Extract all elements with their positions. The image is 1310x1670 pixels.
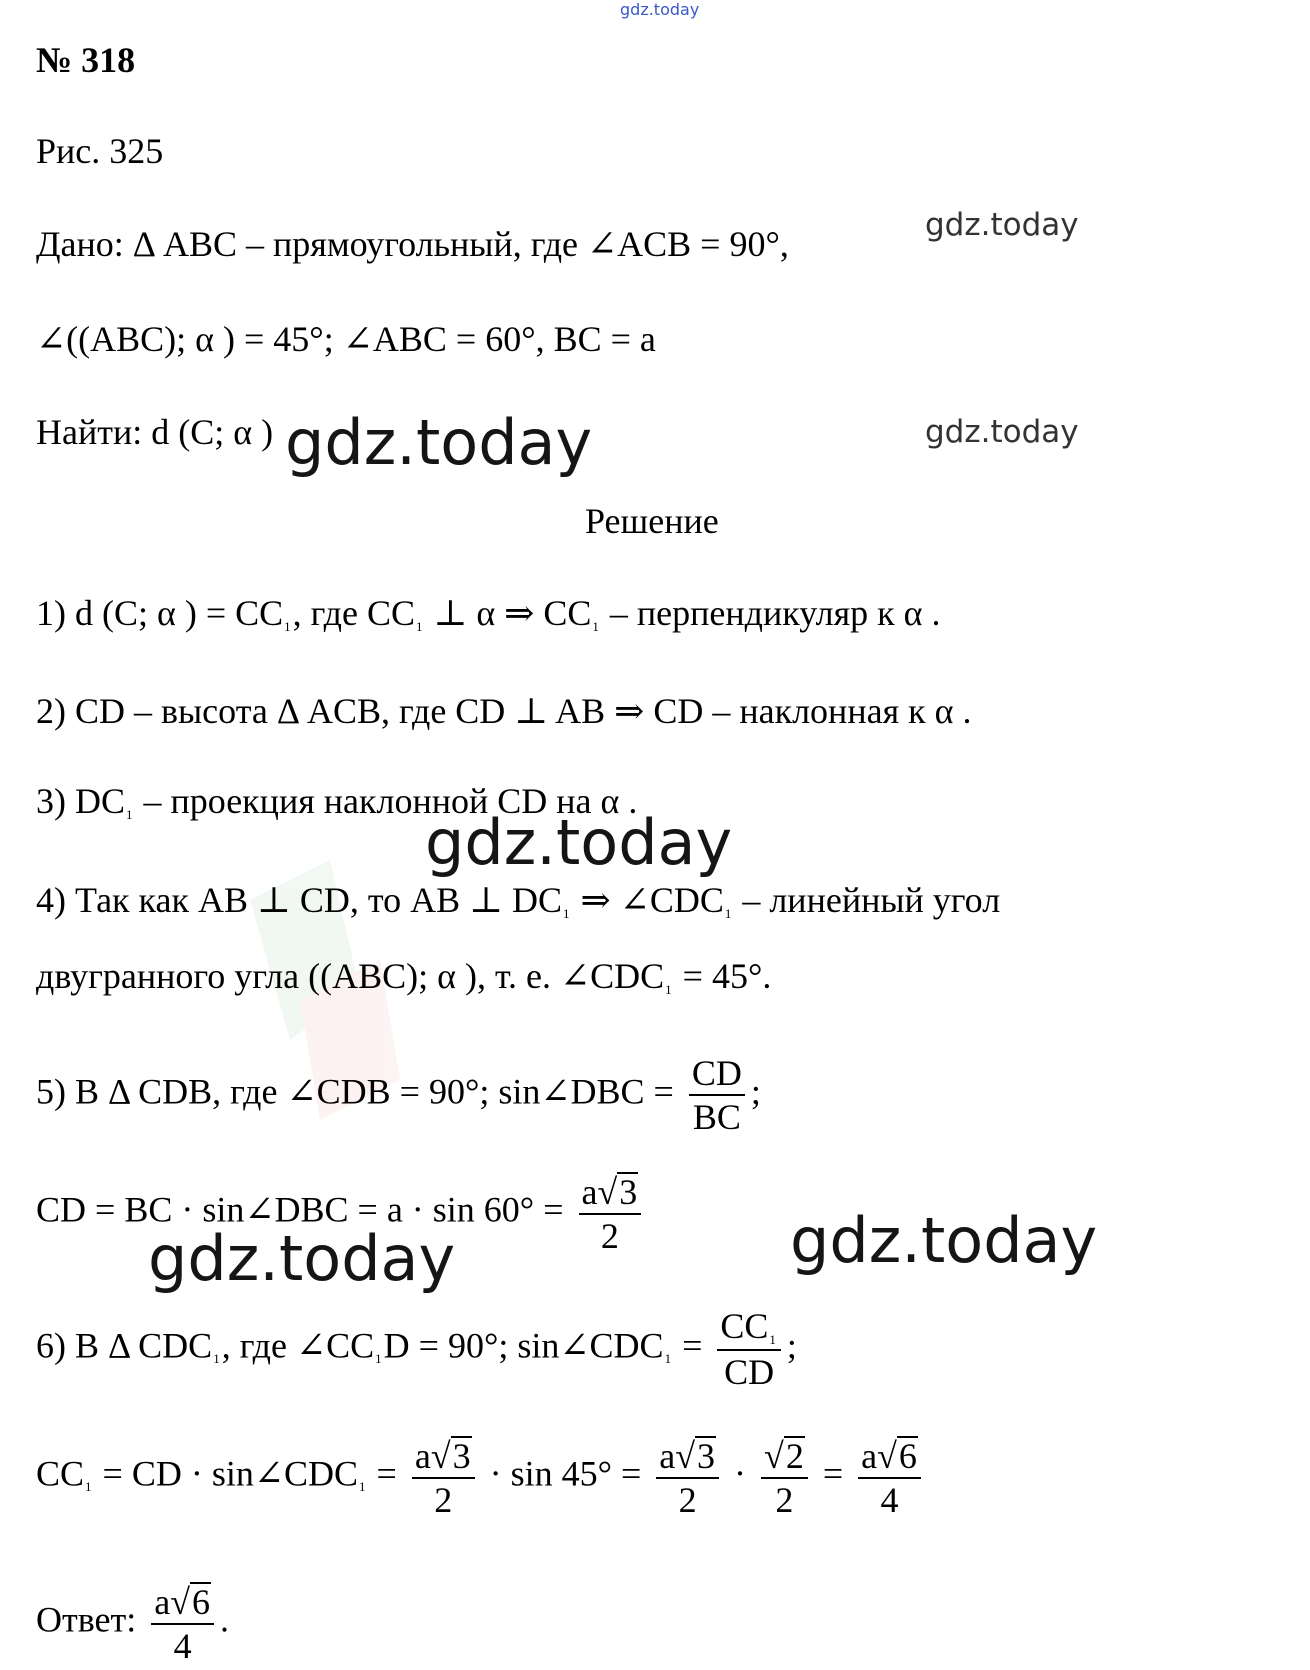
answer: Ответ: $\frac{a√6}{4}$ . <box>36 1582 229 1666</box>
solution-heading: Решение <box>585 501 719 541</box>
watermark-large-3: gdz.today <box>148 1222 456 1295</box>
step-1: 1) d (C; α ) = $CC_1$, где $CC_1$ ⊥ α ⇒ $CC_1$ – перпендикуляр к α . <box>36 593 941 634</box>
problem-number: № 318 <box>36 40 136 80</box>
given-line-2: ∠((ABC); α ) = 45°; ∠ABC = 60°, BC = a <box>36 319 656 359</box>
step-5-result: CD = BC · sin∠DBC = a · sin 60° = $\frac{a√3}{2}$ <box>36 1172 647 1254</box>
fraction-cd-bc: $\frac{CD}{BC}$ <box>689 1055 745 1135</box>
step-4-continued: двугранного угла ((ABC); α ), т. е. $\angle CDC_1 = 45^\circ$. <box>36 956 772 997</box>
step-2: 2) CD – высота Δ ACB, где CD ⊥ AB ⇒ CD – наклонная к α . <box>36 691 972 731</box>
given-line-1: Дано: Δ ABC – прямоугольный, где ∠ACB = 90°, <box>36 224 789 264</box>
step-5: 5) B Δ CDB, где ∠CDB = 90°; sin∠DBC = $\frac{CD}{BC}$ ; <box>36 1053 761 1137</box>
watermark-top: gdz.today <box>620 0 700 19</box>
watermark-large-2: gdz.today <box>425 806 733 879</box>
watermark-large-1: gdz.today <box>285 406 593 479</box>
step-6: 6) B Δ $CDC_1$, где $\angle CC_1D = 90^\circ$; $\sin\angle CDC_1$ = $\frac{CC_1}{CD}$ ; <box>36 1306 797 1392</box>
find-line: Найти: d (C; α ) <box>36 412 274 452</box>
fraction-4: $\frac{a√6}{4}$ <box>858 1436 921 1518</box>
step-3: 3) $DC_1$ – проекция наклонной CD на α . <box>36 781 638 822</box>
watermark-large-4: gdz.today <box>790 1204 1098 1277</box>
answer-fraction: $\frac{a√6}{4}$ <box>151 1582 214 1664</box>
fraction-a-sqrt3-over-2: $\frac{a√3}{2}$ <box>579 1172 642 1254</box>
watermark-small-1: gdz.today <box>925 207 1079 243</box>
watermark-small-2: gdz.today <box>925 414 1079 450</box>
figure-reference: Рис. 325 <box>36 131 164 171</box>
step-6-result: $CC_1$ = CD · $\sin\angle CDC_1$ = $\frac{a√3}{2}$ · sin 45° = $\frac{a√3}{2}$ · $\frac{√2}{2}$ = $\frac{a√6}{4}$ <box>36 1436 927 1518</box>
fraction-3: $\frac{√2}{2}$ <box>761 1436 808 1518</box>
fraction-cc1-cd: $\frac{CC_1}{CD}$ <box>717 1308 781 1390</box>
step-4: 4) Так как AB ⊥ CD, то AB ⊥ $DC_1$ ⇒ $\angle CDC_1$ – линейный угол <box>36 880 1001 921</box>
fraction-2: $\frac{a√3}{2}$ <box>656 1436 719 1518</box>
fraction-1: $\frac{a√3}{2}$ <box>412 1436 475 1518</box>
